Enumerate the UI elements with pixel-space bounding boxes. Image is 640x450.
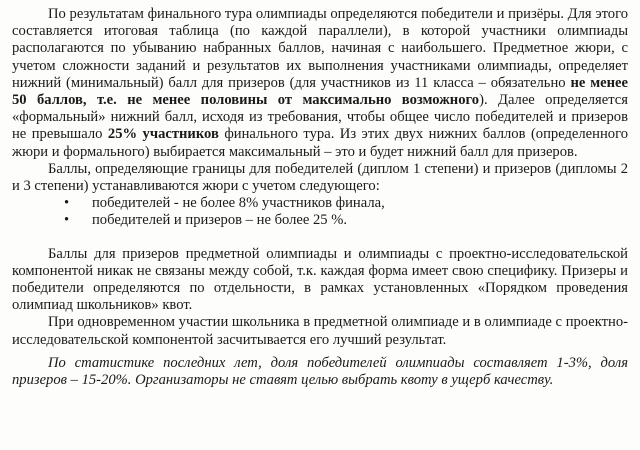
text-part: финального тура. Из этих двух нижних баллов (определенного жюри и формального) выбирается максимальный – это и будет нижний балл для призеров. (12, 126, 628, 160)
spacer (12, 230, 628, 246)
text-part: По результатам финального тура олимпиады определяются победители и призёры. Для этого составляется итоговая таблица (по каждой параллели), в которой участники олимпиады располагаются по убыванию набранных баллов, начиная с наибольшего. Предметное жюри, с учетом сложности заданий и результатов их выполнения участниками олимпиады, определяет нижний (минимальный) балл для призеров (для участников из 11 класса – обязательно (12, 6, 628, 91)
list-item (64, 195, 628, 212)
paragraph-separate-scores: Баллы для призеров предметной олимпиады и олимпиады с проектно-исследовательской компонентой никак не связаны между собой, т.к. каждая форма имеет свою специфику. Призеры и победители определяются по отдельности, в рамках установленных «Порядком проведения олимпиад школьников» квот. (12, 245, 628, 314)
text-part: ). Далее определяется «формальный» нижний балл, исходя из требования, чтобы общее число победителей и призеров не превышало (12, 92, 628, 143)
paragraph-best-result: При одновременном участии школьника в предметной олимпиаде и в олимпиаде с проектно-исследовательской компонентой засчитывается его лучший результат. (12, 314, 628, 348)
criteria-list (12, 195, 628, 229)
list-item-text: победителей и призеров – не более 25 %. (92, 212, 348, 229)
paragraph-boundaries: Баллы, определяющие границы для победителей (диплом 1 степени) и призеров (дипломы 2 и 3 степени) устанавливаются жюри с учетом следующего: (12, 160, 628, 195)
paragraph-results (12, 6, 628, 161)
list-item (64, 212, 628, 229)
bold-quota: 25% участников (107, 126, 219, 143)
bold-min-score: не менее 50 баллов, т.е. не менее половины от максимально возможного (12, 74, 628, 109)
list-item-text: победителей - не более 8% участников финала, (92, 195, 385, 212)
paragraph-statistics: По статистике последних лет, доля победителей олимпиады составляет 1-3%, доля призеров – 15-20%. Организаторы не ставят целью выбрать квоту в ущерб качеству. (12, 354, 628, 389)
bullet-icon: • (64, 212, 70, 229)
bullet-icon: • (64, 195, 70, 212)
